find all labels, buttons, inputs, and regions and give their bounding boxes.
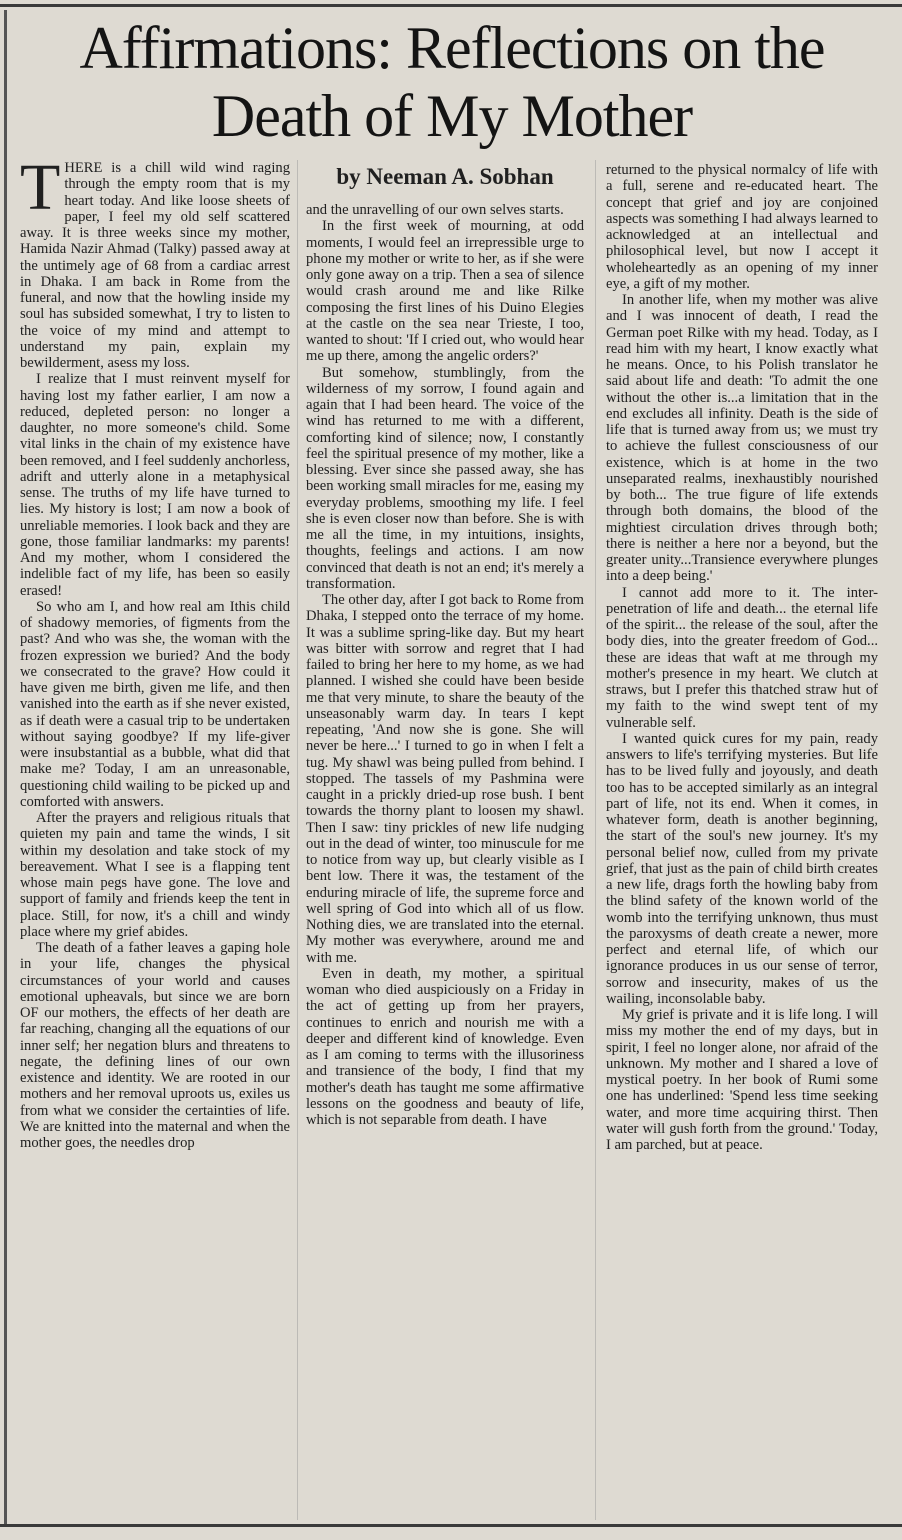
- paragraph: returned to the physical normalcy of life with a full, serene and re-educated heart. The concept that grief and joy are conjoined aspects was something I had always learned to acknowledged at an intellectual and philosophical level, but now I accept it wholeheartedly as an opening of my inner eye, a gift of my mother.: [606, 162, 878, 292]
- paragraph: But somehow, stumblingly, from the wilderness of my sorrow, I found again and again that I had been heard. The voice of the wind has returned to me with a different, comforting kind of silence; now, I constantly feel the spiritual presence of my mother, like a blessing. Ever since she passed away, she has been working small miracles for me, easing my everyday problems, smoothing my life. I feel she is even closer now than before. She is with me all the time, in my intuitions, insights, thoughts, feelings and actions. I am now convinced that death is not an end; it's merely a transformation.: [306, 364, 584, 592]
- paragraph: The other day, after I got back to Rome from Dhaka, I stepped onto the terrace of my home. It was a sublime spring-like day. But my heart was bitter with sorrow and regret that I had failed to bring her here to my home, as we had planned. I wished she could have been beside me that very minute, to share the beauty of the unseasonably warm day. In tears I kept repeating, 'And now she is gone. She will never be here...' I turned to go in when I felt a tug. My shawl was being pulled from behind. I stopped. The tassels of my Pashmina were caught in a prickly dried-up rose bush. I bent towards the thorny plant to loosen my shawl. Then I saw: tiny prickles of new life nudging out in the dead of winter, too minuscule for me to notice from way up, but clearly visible as I bent low. There it was, the testament of the enduring miracle of life, the supreme force and well spring of God into which all of us flow. Nothing dies, we are translated into the eternal. My mother was everywhere, around me and with me.: [306, 592, 584, 966]
- paragraph: In the first week of mourning, at odd moments, I would feel an irrepressible urge to phone my mother or write to her, as if she were only gone away on a trip. Then a sea of silence would crash around me and like Rilke composing the first lines of his Duino Elegies at the castle on the sea near Trieste, I too, wanted to shout: 'If I cried out, who would hear me up there, among the angelic orders?': [306, 218, 584, 365]
- article-column-3: [606, 162, 878, 1153]
- drop-cap: T: [20, 151, 61, 224]
- top-rule: [0, 4, 902, 7]
- article-headline: Affirmations: Reflections on the Death of My Mother: [79, 15, 825, 149]
- byline: by Neeman A. Sobhan: [336, 164, 554, 189]
- paragraph: and the unravelling of our own selves starts.: [306, 202, 564, 218]
- article-column-1: [20, 151, 290, 1151]
- column-gutter: [297, 160, 298, 1520]
- paragraph: I realize that I must reinvent myself for having lost my father earlier, I am now a reduced, depleted person: no longer a daughter, no more someone's child. Some vital links in the chain of my existence have been removed, and I feel suddenly anchorless, adrift and utterly alone in a metaphysical sense. The truths of my life have turned to lies. My history is lost; I am now a book of unreliable memories. I look back and they are gone, those familiar landmarks: my parents! And my mother, whom I considered the indelible fact of my life, has been so easily erased!: [20, 371, 290, 599]
- paragraph: The death of a father leaves a gaping hole in your life, changes the physical circumstances of your world and causes emotional upheavals, but since we are born OF our mothers, the effects of her death are far reaching, changing all the equations of our inner self; her negation blurs and threatens to negate, the defining lines of our own existence and identity. We are rooted in our mothers and her removal uproots us, exiles us from what we consider the certainties of life. We are knitted into the maternal and when the mother goes, the needles drop: [20, 940, 290, 1151]
- paragraph: My grief is private and it is life long. I will miss my mother the end of my days, but in spirit, I feel no longer alone, nor afraid of the unknown. My mother and I shared a love of mystical poetry. In her book of Rumi some one has underlined: 'Spend less time seeking water, and more time acquiring thirst. Then water will gush forth from the ground.' Today, I am parched, but at peace.: [606, 1007, 878, 1153]
- paragraph: In another life, when my mother was alive and I was innocent of death, I read the German poet Rilke with my head. Today, as I read him with my heart, I know exactly what he means. Once, to his Polish translator he said about life and death: 'To admit the one without the other is...a limitation that in the end excludes all infinity. Death is the side of life that is turned away from us; we must try to achieve the fullest consciousness of our existence, which is at home in the two unseparated realms, inexhaustibly nourished by both... The true figure of life extends through both domains, the blood of the mightiest circulation drives through both; there is neither a here nor a beyond, but the greater unity...Transience everywhere plunges into a deep being.': [606, 292, 878, 585]
- bottom-rule: [0, 1524, 902, 1527]
- paragraph: I cannot add more to it. The inter-penetration of life and death... the eternal life of the spirit... the release of the soul, after the body dies, into the greater freedom of God... these are ideas that waft at me through my mother's presence in my heart. We clutch at straws, but I prefer this thatched straw hut of my faith to the wind swept tent of my vulnerable self.: [606, 584, 878, 731]
- column-gutter: [595, 160, 596, 1520]
- left-rule: [4, 10, 7, 1524]
- paragraph: After the prayers and religious rituals that quieten my pain and tame the winds, I sit within my desolation and take stock of my bereavement. What I see is a flapping tent whose main pegs have gone. The love and support of family and friends keep the tent in place. Still, for now, it's a chill and windy place where my grief abides.: [20, 810, 290, 940]
- paragraph: Even in death, my mother, a spiritual woman who died auspiciously on a Friday in the act of getting up from her prayers, continues to enrich and nourish me with a deeper and different kind of knowledge. Even as I am coming to terms with the illusoriness and transience of the body, I find that my mother's death has taught me some affirmative lessons on the goodness and beauty of life, which is not separable from death. I have: [306, 965, 584, 1128]
- paragraph: THERE is a chill wild wind raging through the empty room that is my heart today. And like loose sheets of paper, I feel my old self scattered away. It is three weeks since my mother, Hamida Nazir Ahmad (Talky) passed away at the untimely age of 68 from a cardiac arrest in Dhaka. I am back in Rome from the funeral, and now that the howling inside my soul has subsided somewhat, I try to listen to the voice of my mind and attempt to understand my pain, explain my bewilderment, asess my loss.: [20, 151, 290, 371]
- article-column-2: [306, 162, 584, 1128]
- paragraph: So who am I, and how real am Ithis child of shadowy memories, of figments from the past? And who was she, the woman with the frozen expression we buried? And the body we consecrated to the grave? How could it have given me birth, given me life, and then vanished into the earth as if she never existed, as if death were a casual trip to be undertaken without saying goodbye? If my life-giver were insubstantial as a bubble, what did that make me? Today, I am an unreasonable, questioning child wailing to be picked up and comforted with answers.: [20, 598, 290, 810]
- paragraph: I wanted quick cures for my pain, ready answers to life's terrifying mysteries. But life has to be lived fully and joyously, and death too has to be accepted similarly as an integral part of life, not its end. When it comes, in whatever form, death is another beginning, the start of the soul's new journey. It's my personal belief now, culled from my private grief, that just as the pain of child birth creates a new life, drags forth the howling baby from the blind safety of the known world of the womb into the terrifying unknown, thus must the paroxysms of death create a newer, more perfect and eternal life, of which our ignorance produces in us our sense of terror, sorrow and insecurity, makes of us the wailing, inconsolable baby.: [606, 730, 878, 1007]
